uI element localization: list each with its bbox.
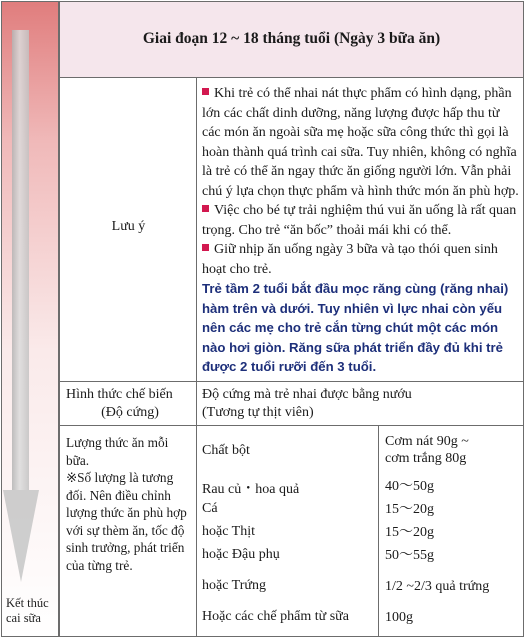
- down-arrow-icon: [3, 490, 39, 582]
- note-paragraph-2: Việc cho bé tự trải nghiệm thú vui ăn uống là rất quan trọng. Cho trẻ “ăn bốc” thoải mái khi có thể.: [202, 203, 517, 238]
- bullet-square-icon: [202, 205, 209, 212]
- food-name: hoặc Trứng: [202, 578, 266, 593]
- table-header-row: [60, 2, 523, 78]
- amount-label: Lượng thức ăn mỗi bữa. ※Số lượng là tương đối. Nên điều chỉnh lượng thức ăn phù hợp với sự thèm ăn, tốc độ sinh trưởng, phát triển của từng trẻ.: [66, 435, 187, 573]
- texture-label: Hình thức chế biến (Độ cứng): [66, 387, 173, 420]
- food-amount: 15～20g: [385, 502, 434, 517]
- amount-content-cell: [197, 426, 523, 636]
- food-amount: 100g: [385, 610, 413, 625]
- food-name: Hoặc các chế phẩm từ sữa: [202, 609, 349, 624]
- food-amount-table: [197, 426, 523, 636]
- note-paragraph-1: Khi trẻ có thể nhai nát thực phẩm có hình dạng, phần lớn các chất dinh dưỡng, năng lượng được hấp thu từ các món ăn ngoài sữa mẹ hoặc sữa công thức thì gọi là hoàn thành quá trình cai sữa. Tuy nhiên, không có nghĩa là trẻ có thể ăn ngay thức ăn giống người lớn. Vẫn phải chú ý lựa chọn thực phẩm và hình thức món ăn phù hợp.: [202, 86, 519, 199]
- amount-label-cell: [60, 426, 197, 636]
- notes-body: [202, 84, 520, 377]
- food-name: Cá: [202, 501, 218, 516]
- texture-value: Độ cứng mà trẻ nhai được bằng nướu (Tương tự thịt viên): [202, 387, 412, 420]
- down-arrow-shaft: [12, 30, 29, 490]
- note-paragraph-3: Giữ nhịp ăn uống ngày 3 bữa và tạo thói quen sinh hoạt cho trẻ.: [202, 242, 498, 277]
- bullet-square-icon: [202, 88, 209, 95]
- notes-content-cell: [197, 78, 523, 381]
- side-label: Kết thúc cai sữa: [6, 596, 49, 625]
- food-amount: 50～55g: [385, 548, 434, 563]
- bullet-square-icon: [202, 244, 209, 251]
- food-amount: 40～50g: [385, 479, 434, 494]
- column-divider: [378, 426, 379, 636]
- texture-row: [60, 382, 523, 426]
- notes-label-cell: [60, 78, 197, 381]
- texture-label-cell: [60, 382, 197, 425]
- food-name: Chất bột: [202, 443, 250, 458]
- food-name: hoặc Thịt: [202, 524, 256, 539]
- food-amount: 1/2 ~2/3 quả trứng: [385, 579, 490, 594]
- food-name: hoặc Đậu phụ: [202, 547, 280, 562]
- food-amount: 15～20g: [385, 525, 434, 540]
- notes-row: [60, 78, 523, 382]
- food-name: Rau củ・hoa quả: [202, 482, 300, 497]
- notes-label: Lưu ý: [111, 219, 146, 234]
- side-strip: [1, 1, 59, 637]
- teeth-note: Trẻ tầm 2 tuổi bắt đầu mọc răng cùng (răng nhai) hàm trên và dưới. Tuy nhiên vì lực nhai còn yếu nên các mẹ cho trẻ cắn từng chút một các món nào hơi giòn. Răng sữa phát triển đầy đủ khi trẻ được 2 tuổi rưỡi đến 3 tuổi.: [202, 281, 509, 374]
- feeding-table: [59, 1, 524, 637]
- stage-title: Giai đoạn 12 ~ 18 tháng tuổi (Ngày 3 bữa ăn): [142, 30, 441, 47]
- amount-row: [60, 426, 523, 636]
- texture-content-cell: [197, 382, 523, 425]
- food-amount: Cơm nát 90g ~ cơm trắng 80g: [385, 434, 469, 466]
